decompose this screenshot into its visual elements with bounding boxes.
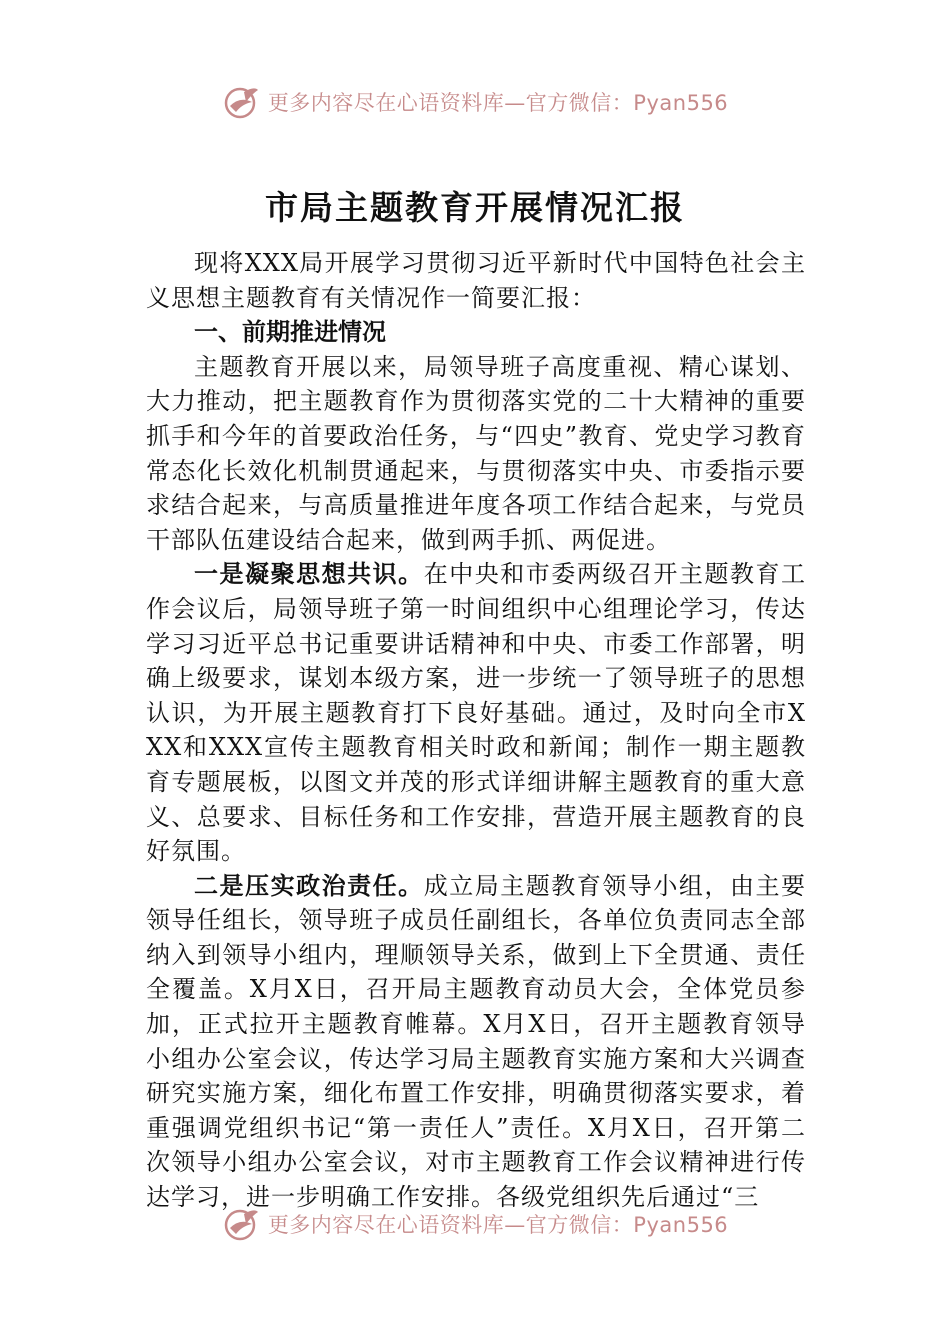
book-feather-logo-icon: [222, 82, 262, 122]
section-heading: 一、前期推进情况: [194, 318, 386, 347]
watermark-text: 更多内容尽在心语资料库—官方微信：Pyan556: [267, 1213, 729, 1237]
watermark-footer: [0, 1204, 950, 1244]
document-body: [146, 246, 806, 1215]
point-one-paragraph: [146, 557, 806, 868]
point-one-lead: 一是凝聚思想共识。: [194, 560, 424, 589]
book-feather-logo-icon: [222, 1204, 262, 1244]
document-title: 市局主题教育开展情况汇报: [265, 188, 685, 227]
point-two-lead: 二是压实政治责任。: [194, 871, 424, 900]
point-one-text: 在中央和市委两级召开主题教育工作会议后，局领导班子第一时间组织中心组理论学习，传达学习习近平总书记重要讲话精神和中央、市委工作部署，明确上级要求，谋划本级方案，进一步统一了领导班子的思想认识，为开展主题教育打下良好基础。通过，及时向全市XXX和XXX宣传主题教育相关时政和新闻；制作一期主题教育专题展板，以图文并茂的形式详细讲解主题教育的重大意义、总要求、目标任务和工作安排，营造开展主题教育的良好氛围。: [146, 560, 807, 866]
point-two-text: 成立局主题教育领导小组，由主要领导任组长，领导班子成员任副组长，各单位负责同志全部纳入到领导小组内，理顺领导关系，做到上下全贯通、责任全覆盖。X月X日，召开局主题教育动员大会，全体党员参加，正式拉开主题教育帷幕。X月X日，召开主题教育领导小组办公室会议，传达学习局主题教育实施方案和大兴调查研究实施方案，细化布置工作安排，明确贯彻落实要求，着重强调党组织书记“第一责任人”责任。X月X日，召开第二次领导小组办公室会议，对市主题教育工作会议精神进行传达学习，进一步明确工作安排。各级党组织先后通过“三: [146, 871, 807, 1212]
section-paragraph: 主题教育开展以来，局领导班子高度重视、精心谋划、大力推动，把主题教育作为贯彻落实党的二十大精神的重要抓手和今年的首要政治任务，与“四史”教育、党史学习教育常态化长效化机制贯通起来，与贯彻落实中央、市委指示要求结合起来，与高质量推进年度各项工作结合起来，与党员干部队伍建设结合起来，做到两手抓、两促进。: [146, 352, 806, 554]
watermark-header: [0, 82, 950, 122]
watermark-text: 更多内容尽在心语资料库—官方微信：Pyan556: [267, 91, 729, 115]
intro-paragraph: 现将XXX局开展学习贯彻习近平新时代中国特色社会主义思想主题教育有关情况作一简要汇报：: [146, 249, 806, 312]
point-two-paragraph: [146, 869, 806, 1215]
